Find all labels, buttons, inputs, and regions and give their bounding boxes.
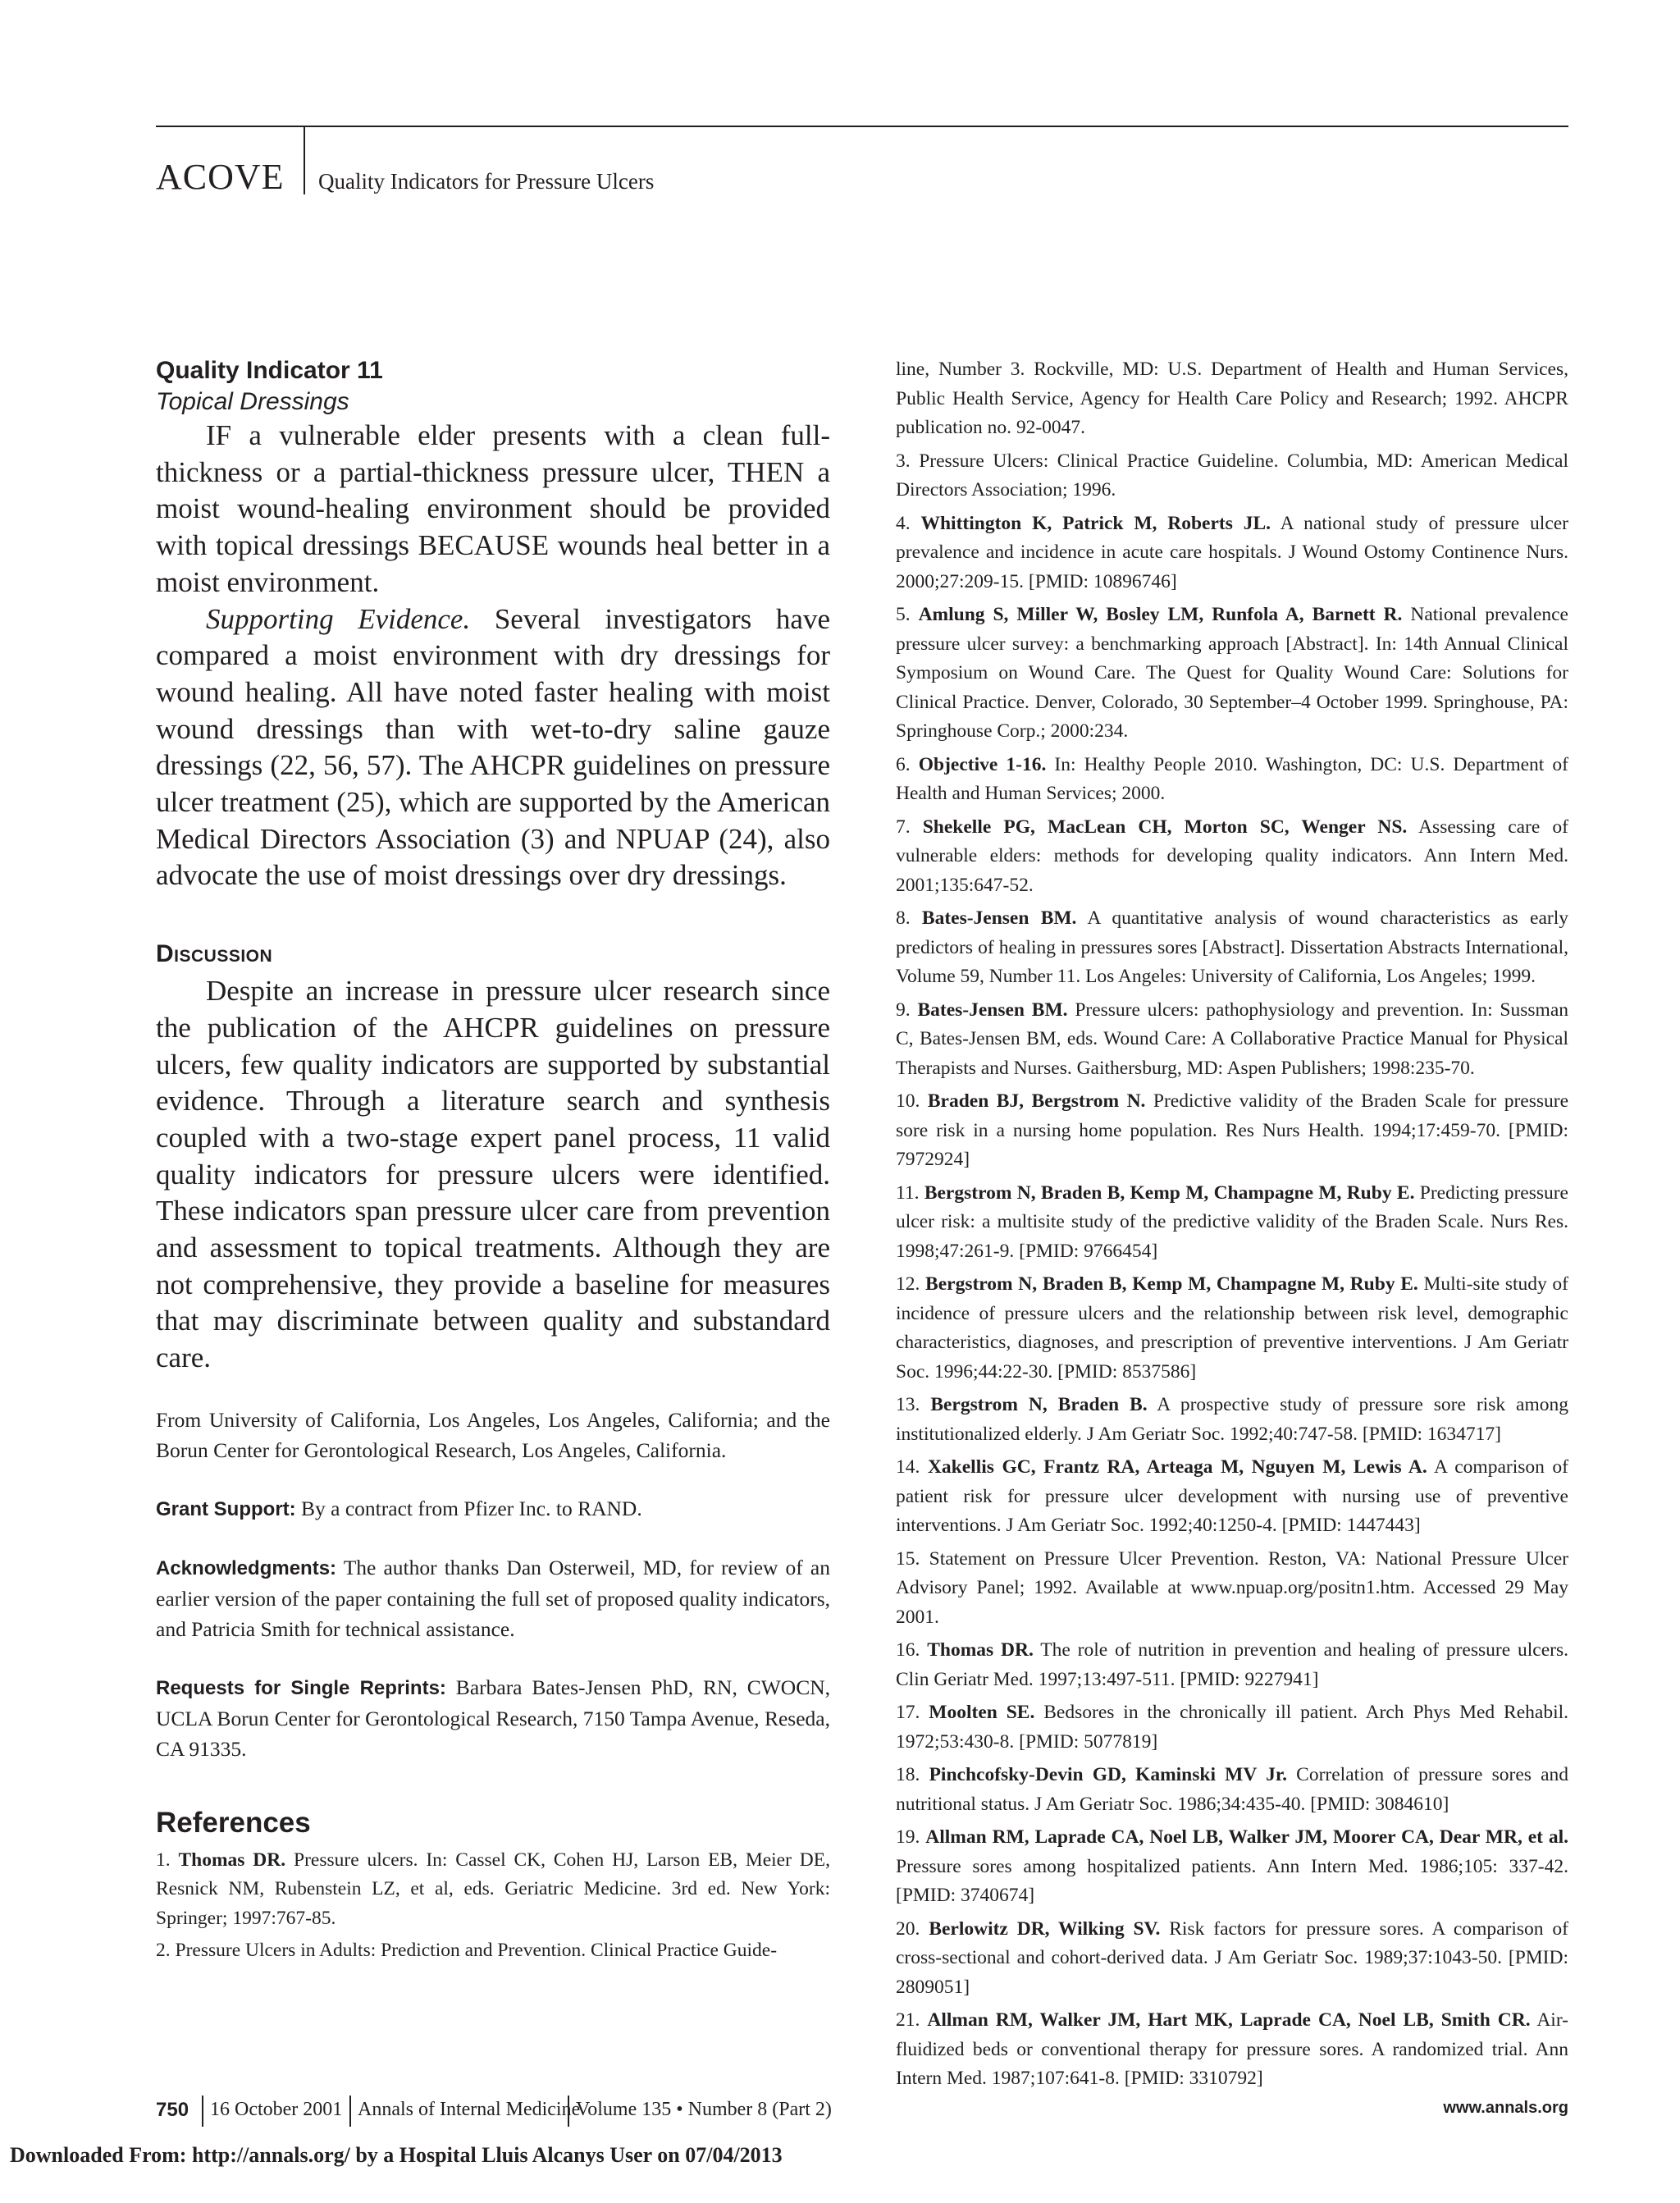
reference-item: [896, 2006, 1568, 2094]
reference-text: A comparison of patient risk for pressure ulcer development with nursing use of preventive interventions. J Am Geriatr Soc. 1992;40:1250-4. [PMID: 1447443]: [896, 1456, 1569, 1536]
reference-number: 1.: [156, 1849, 179, 1871]
reference-authors: Bates-Jensen BM.: [921, 907, 1077, 929]
reprint-requests: [156, 1672, 830, 1764]
affiliation-note: From University of California, Los Angeles, Los Angeles, California; and the Borun Center for Gerontological Research, Los Angeles, California.: [156, 1407, 830, 1462]
supporting-evidence: [156, 601, 830, 895]
reference-item: [896, 1915, 1568, 2003]
reference-number: 7.: [896, 816, 923, 838]
reference-text: The role of nutrition in prevention and healing of pressure ulcers. Clin Geriatr Med. 1997;13:497-511. [PMID: 9227941]: [896, 1639, 1568, 1690]
reference-item: [896, 1179, 1568, 1267]
reference-authors: Bergstrom N, Braden B, Kemp M, Champagne M, Ruby E.: [924, 1181, 1415, 1204]
reference-text: Risk factors for pressure sores. A comparison of cross-sectional and cohort-derived data. J Am Geriatr Soc. 1989;37:1043-50. [PMID: 2809051]: [896, 1917, 1568, 1998]
footer-website: www.annals.org: [1443, 2099, 1568, 2117]
reference-item: [896, 751, 1568, 809]
reference-number: 15.: [896, 1547, 929, 1570]
reference-authors: Bergstrom N, Braden B, Kemp M, Champagne M, Ruby E.: [925, 1273, 1418, 1295]
supporting-evidence-text: Several investigators have compared a moist environment with dry dressings for wound healing. All have noted faster healing with moist wound dressings than with wet-to-dry saline gauze dressings (22, 56, 57). The AHCPR guidelines on pressure ulcer treatment (25), which are supported by the American Medical Directors Association (3) and NPUAP (24), also advocate the use of moist dressings over dry dressings.: [156, 602, 830, 892]
reference-item: [896, 1698, 1568, 1757]
reference-item: [896, 510, 1568, 597]
reference-number: 5.: [896, 604, 919, 625]
running-title: Quality Indicators for Pressure Ulcers: [318, 169, 655, 194]
reference-text: Pressure Ulcers: Clinical Practice Guideline. Columbia, MD: American Medical Directors Association; 1996.: [896, 450, 1568, 500]
references-heading: References: [156, 1806, 311, 1839]
reference-text: Pressure ulcers: pathophysiology and prevention. In: Sussman C, Bates-Jensen BM, eds. Wound Care: A Collaborative Practice Manual for Physical Therapists and Nurses. Gaithersburg, MD: Aspen Publishers; 1998:235-70.: [896, 999, 1569, 1079]
reference-authors: Shekelle PG, MacLean CH, Morton SC, Wenger NS.: [922, 816, 1408, 838]
reference-text: A quantitative analysis of wound characteristics as early predictors of healing in pressures sores [Abstract]. Dissertation Abstracts International, Volume 59, Number 11. Los Angeles: University of California, Los Angeles; 1999.: [896, 907, 1569, 987]
reference-number: 12.: [896, 1273, 926, 1295]
reference-authors: Xakellis GC, Frantz RA, Arteaga M, Nguyen M, Lewis A.: [927, 1456, 1427, 1478]
header-rule: [156, 126, 1568, 127]
reference-number: 14.: [896, 1456, 928, 1478]
reference-number: 18.: [896, 1764, 929, 1785]
reference-text: A prospective study of pressure sore risk among institutionalized elderly. J Am Geriatr Soc. 1992;40:747-58. [PMID: 1634717]: [896, 1394, 1568, 1445]
reference-item: [896, 1391, 1568, 1449]
references-list-right: [896, 355, 1568, 2094]
reference-text: Statement on Pressure Ulcer Prevention. Reston, VA: National Pressure Ulcer Advisory Panel; 1992. Available at www.npuap.org/positn1.htm. Accessed 29 May 2001.: [896, 1547, 1569, 1628]
quality-indicator-subtitle: Topical Dressings: [156, 388, 349, 415]
reprint-requests-label: Requests for Single Reprints:: [156, 1676, 446, 1699]
supporting-evidence-label: Supporting Evidence.: [206, 602, 471, 635]
reference-item: [896, 1823, 1568, 1911]
reference-item: [896, 813, 1568, 901]
reference-number: 3.: [896, 450, 920, 472]
reference-number: 6.: [896, 753, 919, 775]
references-list-left: [156, 1846, 830, 1966]
reference-authors: Bates-Jensen BM.: [917, 999, 1068, 1021]
left-column: [156, 355, 830, 1969]
reference-authors: Pinchcofsky-Devin GD, Kaminski MV Jr.: [929, 1764, 1287, 1785]
reference-text: Predicting pressure ulcer risk: a multisite study of the predictive validity of the Braden Scale. Nurs Res. 1998;47:261-9. [PMID: 9766454]: [896, 1181, 1568, 1262]
reference-item: [896, 904, 1568, 992]
reference-authors: Thomas DR.: [927, 1639, 1034, 1661]
right-column: [896, 355, 1568, 2098]
footer-separator: [349, 2096, 351, 2127]
reference-text: Assessing care of vulnerable elders: methods for developing quality indicators. Ann Intern Med. 2001;135:647-52.: [896, 816, 1568, 896]
acknowledgments: [156, 1552, 830, 1644]
grant-support-label: Grant Support:: [156, 1497, 296, 1520]
footer-volume: Volume 135 • Number 8 (Part 2): [576, 2099, 832, 2120]
reference-number: 4.: [896, 512, 921, 534]
acknowledgments-label: Acknowledgments:: [156, 1556, 337, 1579]
discussion-text: Despite an increase in pressure ulcer research since the publication of the AHCPR guidelines on pressure ulcers, few quality indicators are supported by substantial evidence. Through a literature search and synthesis coupled with a two-stage expert panel process, 11 valid quality indicators for pressure ulcers were identified. These indicators span pressure ulcer care from prevention and assessment to topical treatments. Although they are not comprehensive, they provide a baseline for measures that may discriminate between quality and substandard care.: [156, 975, 830, 1374]
reference-text: National prevalence pressure ulcer survey: a benchmarking approach [Abstract]. In: 14th Annual Clinical Symposium on Wound Care. The Quest for Quality Wound Care: Solutions for Clinical Practice. Denver, Colorado, 30 September–4 October 1999. Springhouse, PA: Springhouse Corp.; 2000:234.: [896, 604, 1568, 742]
grant-support-text: By a contract from Pfizer Inc. to RAND.: [295, 1496, 642, 1520]
reference-authors: Berlowitz DR, Wilking SV.: [929, 1917, 1161, 1940]
reference-item: [896, 1087, 1568, 1175]
reference-text: Predictive validity of the Braden Scale for pressure sore risk in a nursing home population. Res Nurs Health. 1994;17:459-70. [PMID: 7972924]: [896, 1090, 1569, 1170]
footer-journal: Annals of Internal Medicine: [358, 2099, 581, 2120]
reference-text: In: Healthy People 2010. Washington, DC: U.S. Department of Health and Human Services; 2000.: [896, 753, 1568, 804]
reference-authors: Thomas DR.: [178, 1849, 286, 1871]
reference-number: 2.: [156, 1940, 176, 1962]
reference-number: 8.: [896, 907, 922, 929]
reference-authors: Braden BJ, Bergstrom N.: [927, 1090, 1146, 1112]
reference-authors: Bergstrom N, Braden B.: [930, 1394, 1148, 1415]
reference-item: [896, 996, 1568, 1084]
reference-authors: Moolten SE.: [929, 1702, 1035, 1723]
reference-text: Air-fluidized beds or conventional therapy for pressure sores. A randomized trial. Ann Intern Med. 1987;107:641-8. [PMID: 3310792]: [896, 2009, 1568, 2089]
reference-text: line, Number 3. Rockville, MD: U.S. Department of Health and Human Services, Public Health Service, Agency for Health Care Policy and Research; 1992. AHCPR publication no. 92-0047.: [896, 359, 1568, 438]
reference-item: [896, 1636, 1568, 1694]
reference-item: [896, 355, 1568, 443]
reference-text: Pressure sores among hospitalized patients. Ann Intern Med. 1986;105: 337-42. [PMID: 3740674]: [896, 1855, 1568, 1906]
reference-text: Bedsores in the chronically ill patient. Arch Phys Med Rehabil. 1972;53:430-8. [PMID: 5077819]: [896, 1702, 1569, 1753]
header-divider: [304, 126, 305, 194]
reprint-requests-text: Barbara Bates-Jensen PhD, RN, CWOCN, UCLA Borun Center for Gerontological Research, 7150 Tampa Avenue, Reseda, CA 91335.: [156, 1675, 830, 1761]
reference-number: 20.: [896, 1917, 929, 1940]
reference-item: [896, 1270, 1568, 1387]
reference-item: [896, 447, 1568, 505]
discussion-heading-text: Discussion: [156, 940, 273, 968]
reference-number: 13.: [896, 1394, 931, 1415]
page-footer: [156, 2099, 1568, 2127]
reference-number: 11.: [896, 1181, 924, 1204]
reference-number: 16.: [896, 1639, 928, 1661]
reference-item: [896, 1545, 1568, 1633]
footer-date: 16 October 2001: [210, 2099, 343, 2120]
footer-separator: [202, 2096, 203, 2127]
quality-indicator-title: Quality Indicator 11: [156, 357, 383, 384]
reference-number: 21.: [896, 2009, 928, 2031]
reference-authors: Whittington K, Patrick M, Roberts JL.: [920, 512, 1271, 534]
reference-text: Multi-site study of incidence of pressure ulcers and the relationship between risk level, demographic characteristics, diagnoses, and prescription of preventive interventions. J Am Geriatr Soc. 1996;44:22-30. [PMID: 8537586]: [896, 1273, 1568, 1383]
reference-item: [156, 1846, 830, 1934]
reference-authors: Objective 1-16.: [918, 753, 1047, 775]
acknowledgments-text: The author thanks Dan Osterweil, MD, for review of an earlier version of the paper containing the full set of proposed quality indicators, and Patricia Smith for technical assistance.: [156, 1555, 830, 1641]
reference-number: 19.: [896, 1826, 926, 1848]
reference-text: Pressure ulcers. In: Cassel CK, Cohen HJ, Larson EB, Meier DE, Resnick NM, Rubenstein LZ, et al, eds. Geriatric Medicine. 3rd ed. New York: Springer; 1997:767-85.: [156, 1849, 830, 1929]
reference-text: Pressure Ulcers in Adults: Prediction and Prevention. Clinical Practice Guide-: [175, 1940, 778, 1962]
reference-item: [896, 1453, 1568, 1541]
reference-item: [156, 1936, 830, 1966]
reference-authors: Allman RM, Laprade CA, Noel LB, Walker JM, Moorer CA, Dear MR, et al.: [925, 1826, 1569, 1848]
reference-item: [896, 601, 1568, 747]
reference-authors: Allman RM, Walker JM, Hart MK, Laprade CA, Noel LB, Smith CR.: [927, 2009, 1531, 2031]
grant-support: [156, 1493, 830, 1524]
reference-number: 17.: [896, 1702, 929, 1723]
reference-authors: Amlung S, Miller W, Bosley LM, Runfola A, Barnett R.: [918, 604, 1403, 625]
reference-text: Correlation of pressure sores and nutritional status. J Am Geriatr Soc. 1986;34:435-40. [PMID: 3084610]: [896, 1764, 1569, 1815]
quality-indicator-statement: IF a vulnerable elder presents with a clean full-thickness or a partial-thickness pressure ulcer, THEN a moist wound-healing environment should be provided with topical dressings BECAUSE wounds heal better in a moist environment.: [156, 419, 830, 598]
reference-text: A national study of pressure ulcer prevalence and incidence in acute care hospitals. J Wound Ostomy Continence Nurs. 2000;27:209-15. [PMID: 10896746]: [896, 512, 1569, 592]
reference-item: [896, 1761, 1568, 1819]
download-note: Downloaded From: http://annals.org/ by a Hospital Lluis Alcanys User on 07/04/2013: [10, 2143, 783, 2167]
page-number: 750: [156, 2099, 189, 2121]
footer-separator: [568, 2096, 569, 2127]
journal-brand: ACOVE: [156, 157, 285, 197]
reference-number: 9.: [896, 999, 918, 1021]
discussion-heading: [156, 939, 830, 970]
reference-number: 10.: [896, 1090, 928, 1112]
